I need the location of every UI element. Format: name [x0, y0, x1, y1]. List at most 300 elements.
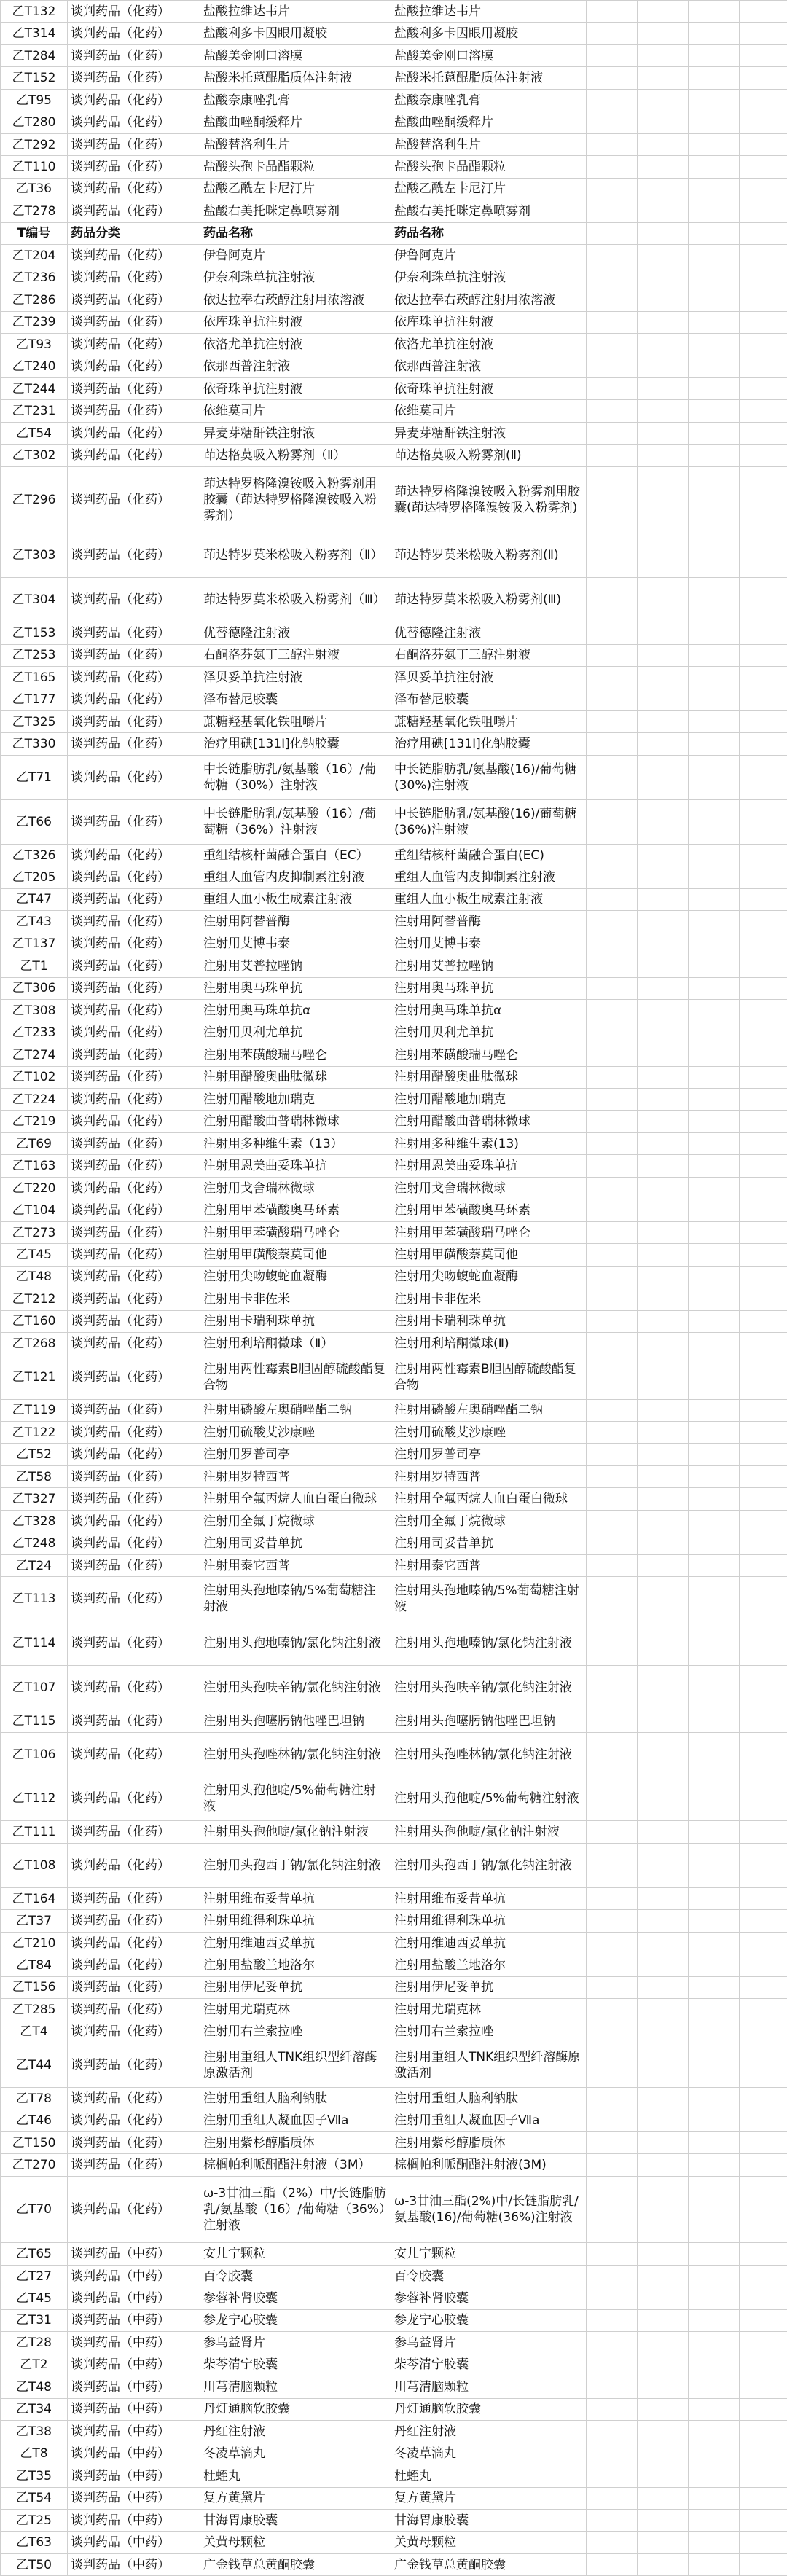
drug-category-cell: 谈判药品（化药） [68, 667, 200, 689]
empty-cell [689, 1954, 740, 1976]
empty-cell [689, 1355, 740, 1399]
drug-name-cell: 盐酸乙酰左卡尼汀片 [200, 178, 391, 200]
empty-cell [740, 23, 787, 44]
empty-cell [587, 844, 638, 866]
table-row [1, 311, 787, 333]
drug-name-cell: 丹灯通脑软胶囊 [200, 2398, 391, 2420]
drug-code-cell: 乙T25 [1, 2509, 68, 2531]
drug-code-cell: 乙T31 [1, 2309, 68, 2331]
empty-cell [740, 400, 787, 422]
drug-code-cell: 乙T273 [1, 1221, 68, 1243]
empty-cell [740, 1910, 787, 1932]
drug-name-cell: 注射用头孢他啶/5%葡萄糖注射液 [200, 1777, 391, 1821]
table-row [1, 2088, 787, 2110]
empty-cell [689, 1022, 740, 1044]
table-row [1, 667, 787, 689]
drug-code-cell: 乙T156 [1, 1976, 68, 1998]
empty-cell [638, 1577, 689, 1621]
drug-category-cell: 谈判药品（中药） [68, 2354, 200, 2376]
empty-cell [689, 311, 740, 333]
drug-code-cell: 乙T58 [1, 1465, 68, 1487]
empty-cell [689, 1444, 740, 1465]
drug-name-repeat-cell: 盐酸右美托咪定鼻喷雾剂 [391, 200, 587, 222]
empty-cell [587, 1621, 638, 1666]
empty-cell [587, 888, 638, 910]
drug-name-cell: 参龙宁心胶囊 [200, 2309, 391, 2331]
drug-name-repeat-cell: 中长链脂肪乳/氨基酸(16)/葡萄糖(30%)注射液 [391, 755, 587, 799]
empty-cell [587, 2176, 638, 2242]
empty-cell [638, 911, 689, 933]
empty-cell [740, 2287, 787, 2309]
drug-category-cell: 谈判药品（中药） [68, 2398, 200, 2420]
empty-cell [740, 1266, 787, 1288]
drug-category-cell: 谈判药品（化药） [68, 1777, 200, 1821]
empty-cell [638, 622, 689, 644]
empty-cell [587, 2398, 638, 2420]
table-row [1, 2309, 787, 2331]
empty-cell [587, 1044, 638, 1066]
drug-category-cell: 谈判药品（中药） [68, 2376, 200, 2398]
empty-cell [740, 2553, 787, 2575]
empty-cell [740, 334, 787, 356]
table-row [1, 2287, 787, 2309]
empty-cell [638, 1221, 689, 1243]
empty-cell [587, 2265, 638, 2287]
drug-code-cell: 乙T219 [1, 1111, 68, 1132]
drug-category-cell: 谈判药品（化药） [68, 89, 200, 111]
empty-cell [689, 156, 740, 178]
empty-cell [587, 67, 638, 89]
table-row [1, 1199, 787, 1221]
empty-cell [689, 888, 740, 910]
empty-cell [587, 1577, 638, 1621]
empty-cell [638, 2332, 689, 2354]
table-row [1, 1177, 787, 1199]
table-row [1, 1510, 787, 1532]
drug-category-cell: 谈判药品（化药） [68, 866, 200, 888]
empty-cell [740, 89, 787, 111]
empty-cell [587, 23, 638, 44]
drug-category-cell: 谈判药品（化药） [68, 1111, 200, 1132]
drug-category-cell: 谈判药品（化药） [68, 2021, 200, 2043]
drug-name-repeat-cell: 中长链脂肪乳/氨基酸(16)/葡萄糖(36%)注射液 [391, 799, 587, 844]
empty-cell [587, 1244, 638, 1266]
empty-cell [689, 1155, 740, 1177]
table-row [1, 1422, 787, 1444]
drug-name-cell: 冬凌草滴丸 [200, 2443, 391, 2465]
empty-cell [689, 911, 740, 933]
drug-name-cell: 茚达特罗莫米松吸入粉雾剂（Ⅱ） [200, 533, 391, 578]
empty-cell [638, 111, 689, 133]
drug-code-cell: 乙T328 [1, 1510, 68, 1532]
empty-cell [587, 733, 638, 755]
drug-name-repeat-cell: 异麦芽糖酐铁注射液 [391, 422, 587, 444]
drug-name-repeat-cell: 盐酸头孢卡品酯颗粒 [391, 156, 587, 178]
table-row [1, 400, 787, 422]
empty-cell [587, 1821, 638, 1843]
empty-cell [740, 2176, 787, 2242]
empty-cell [740, 2421, 787, 2443]
drug-name-repeat-cell: 冬凌草滴丸 [391, 2443, 587, 2465]
empty-cell [587, 955, 638, 977]
empty-cell [740, 2532, 787, 2553]
empty-cell [638, 1777, 689, 1821]
drug-code-cell: 乙T46 [1, 2110, 68, 2131]
empty-cell [587, 2043, 638, 2088]
drug-category-cell: 谈判药品（化药） [68, 1710, 200, 1732]
empty-cell [740, 2021, 787, 2043]
drug-category-cell: 谈判药品（化药） [68, 2176, 200, 2242]
drug-category-cell: 谈判药品（化药） [68, 644, 200, 666]
drug-code-cell: 乙T285 [1, 1999, 68, 2021]
empty-cell [638, 533, 689, 578]
drug-name-repeat-cell: 注射用艾普拉唑钠 [391, 955, 587, 977]
drug-name-cell: 注射用卡非佐米 [200, 1288, 391, 1310]
drug-name-repeat-cell: 注射用苯磺酸瑞马唑仑 [391, 1044, 587, 1066]
empty-cell [740, 2309, 787, 2331]
empty-cell [638, 2265, 689, 2287]
drug-name-cell: 注射用盐酸兰地洛尔 [200, 1954, 391, 1976]
drug-category-cell: 谈判药品（化药） [68, 689, 200, 710]
empty-cell [689, 1177, 740, 1199]
drug-code-cell: 乙T37 [1, 1910, 68, 1932]
empty-cell [689, 689, 740, 710]
drug-name-repeat-cell: 注射用头孢他啶/5%葡萄糖注射液 [391, 1777, 587, 1821]
drug-category-cell: 谈判药品（化药） [68, 2088, 200, 2110]
table-row [1, 2421, 787, 2443]
drug-name-repeat-cell: 注射用头孢唑林钠/氯化钠注射液 [391, 1732, 587, 1777]
drug-category-cell: 谈判药品（化药） [68, 178, 200, 200]
empty-cell [587, 2465, 638, 2487]
drug-name-repeat-cell: 百令胶囊 [391, 2265, 587, 2287]
empty-cell [689, 1044, 740, 1066]
empty-cell [689, 2043, 740, 2088]
drug-name-repeat-cell: 盐酸米托蒽醌脂质体注射液 [391, 67, 587, 89]
drug-code-cell: 乙T48 [1, 1266, 68, 1288]
empty-cell [587, 334, 638, 356]
empty-cell [587, 1910, 638, 1932]
empty-cell [689, 2154, 740, 2176]
drug-code-cell: 乙T106 [1, 1732, 68, 1777]
empty-cell [740, 578, 787, 622]
empty-cell [587, 2243, 638, 2265]
drug-name-cell: 注射用全氟丙烷人血白蛋白微球 [200, 1488, 391, 1510]
empty-cell [740, 1399, 787, 1421]
drug-category-cell: 谈判药品（化药） [68, 156, 200, 178]
drug-name-repeat-cell: 注射用头孢呋辛钠/氯化钠注射液 [391, 1666, 587, 1710]
drug-name-cell: 重组结核杆菌融合蛋白（EC） [200, 844, 391, 866]
drug-name-cell: 依维莫司片 [200, 400, 391, 422]
empty-cell [587, 1887, 638, 1909]
empty-cell [638, 1266, 689, 1288]
empty-cell [689, 533, 740, 578]
drug-category-cell: 谈判药品（化药） [68, 311, 200, 333]
drug-code-cell: 乙T70 [1, 2176, 68, 2242]
drug-category-cell: 谈判药品（化药） [68, 1887, 200, 1909]
drug-name-cell: 盐酸曲唑酮缓释片 [200, 111, 391, 133]
table-row [1, 2509, 787, 2531]
drug-name-repeat-cell: 盐酸乙酰左卡尼汀片 [391, 178, 587, 200]
drug-name-repeat-cell: 注射用全氟丁烷微球 [391, 1510, 587, 1532]
table-row [1, 1710, 787, 1732]
table-row [1, 356, 787, 377]
empty-cell [587, 2532, 638, 2553]
empty-cell [689, 89, 740, 111]
empty-cell [638, 667, 689, 689]
drug-name-cell: 注射用维布妥昔单抗 [200, 1887, 391, 1909]
table-row [1, 422, 787, 444]
empty-cell [587, 89, 638, 111]
empty-cell [587, 178, 638, 200]
empty-cell [740, 2398, 787, 2420]
empty-cell [638, 1954, 689, 1976]
empty-cell [638, 866, 689, 888]
drug-code-cell: 乙T65 [1, 2243, 68, 2265]
drug-name-cell: 百令胶囊 [200, 2265, 391, 2287]
drug-name-cell: 柴芩清宁胶囊 [200, 2354, 391, 2376]
drug-name-repeat-cell: 盐酸替洛利生片 [391, 133, 587, 155]
empty-cell [740, 689, 787, 710]
table-row [1, 1887, 787, 1909]
table-row [1, 466, 787, 533]
drug-name-cell: 注射用尖吻蝮蛇血凝酶 [200, 1266, 391, 1288]
drug-category-cell: 谈判药品（化药） [68, 267, 200, 289]
empty-cell [689, 2443, 740, 2465]
empty-cell [740, 1954, 787, 1976]
drug-name-repeat-cell: 茚达特罗格隆溴铵吸入粉雾剂用胶囊(茚达特罗格隆溴铵吸入粉雾剂) [391, 466, 587, 533]
drug-name-repeat-cell: 治疗用碘[131I]化钠胶囊 [391, 733, 587, 755]
drug-code-cell: 乙T280 [1, 111, 68, 133]
drug-code-cell: 乙T48 [1, 2376, 68, 2398]
drug-name-cell: 右酮洛芬氨丁三醇注射液 [200, 644, 391, 666]
empty-cell [689, 1554, 740, 1576]
header-row [1, 222, 787, 244]
empty-cell [638, 2021, 689, 2043]
empty-cell [638, 2487, 689, 2509]
drug-name-repeat-cell: 参龙宁心胶囊 [391, 2309, 587, 2331]
drug-code-cell: 乙T270 [1, 2154, 68, 2176]
empty-cell [587, 1, 638, 23]
empty-cell [638, 1111, 689, 1132]
empty-cell [740, 422, 787, 444]
empty-cell [587, 44, 638, 66]
drug-category-cell: 谈判药品（中药） [68, 2421, 200, 2443]
table-row [1, 111, 787, 133]
drug-code-cell: 乙T4 [1, 2021, 68, 2043]
drug-name-repeat-cell: 注射用泰它西普 [391, 1554, 587, 1576]
drug-name-cell: 伊奈利珠单抗注射液 [200, 267, 391, 289]
drug-name-cell: 注射用奥马珠单抗 [200, 977, 391, 999]
empty-cell [638, 2443, 689, 2465]
drug-category-cell: 谈判药品（化药） [68, 1000, 200, 1022]
table-row [1, 2332, 787, 2354]
empty-cell [638, 2309, 689, 2331]
drug-name-cell: 注射用头孢呋辛钠/氯化钠注射液 [200, 1666, 391, 1710]
empty-cell [689, 400, 740, 422]
empty-cell [740, 733, 787, 755]
empty-cell [587, 289, 638, 311]
empty-cell [587, 2021, 638, 2043]
table-row [1, 1066, 787, 1088]
drug-name-cell: 盐酸替洛利生片 [200, 133, 391, 155]
drug-code-cell: 乙T278 [1, 200, 68, 222]
table-row [1, 1132, 787, 1154]
empty-cell [689, 644, 740, 666]
empty-cell [587, 245, 638, 267]
empty-cell [740, 2509, 787, 2531]
drug-name-cell: 注射用甲苯磺酸奥马环素 [200, 1199, 391, 1221]
empty-cell [689, 356, 740, 377]
drug-name-cell: 注射用罗特西普 [200, 1465, 391, 1487]
drug-code-cell: 乙T52 [1, 1444, 68, 1465]
drug-name-cell: 注射用司妥昔单抗 [200, 1532, 391, 1554]
drug-name-cell: 依那西普注射液 [200, 356, 391, 377]
drug-name-repeat-cell: 注射用尤瑞克林 [391, 1999, 587, 2021]
empty-cell [689, 67, 740, 89]
drug-name-repeat-cell: 茚达特罗莫米松吸入粉雾剂(Ⅲ) [391, 578, 587, 622]
empty-cell [689, 178, 740, 200]
empty-cell [587, 911, 638, 933]
drug-name-repeat-cell: 盐酸拉维达韦片 [391, 1, 587, 23]
table-row [1, 644, 787, 666]
drug-category-cell: 谈判药品（化药） [68, 1333, 200, 1355]
table-row [1, 622, 787, 644]
drug-category-cell: 谈判药品（化药） [68, 245, 200, 267]
drug-name-repeat-cell: 注射用右兰索拉唑 [391, 2021, 587, 2043]
drug-category-cell: 谈判药品（中药） [68, 2553, 200, 2575]
drug-code-cell: 乙T50 [1, 2553, 68, 2575]
empty-cell [638, 1399, 689, 1421]
drug-name-cell: 注射用头孢他啶/氯化钠注射液 [200, 1821, 391, 1843]
empty-cell [740, 222, 787, 244]
drug-name-repeat-cell: 盐酸奈康唑乳膏 [391, 89, 587, 111]
empty-cell [740, 1999, 787, 2021]
drug-code-cell: 乙T66 [1, 799, 68, 844]
drug-code-cell: 乙T205 [1, 866, 68, 888]
drug-name-repeat-cell: 注射用戈舍瑞林微球 [391, 1177, 587, 1199]
empty-cell [638, 311, 689, 333]
drug-code-cell: 乙T28 [1, 2332, 68, 2354]
empty-cell [689, 445, 740, 466]
drug-name-repeat-cell: 参蓉补肾胶囊 [391, 2287, 587, 2309]
empty-cell [740, 67, 787, 89]
empty-cell [638, 1510, 689, 1532]
drug-name-cell: 注射用重组人脑利钠肽 [200, 2088, 391, 2110]
table-row [1, 2265, 787, 2287]
empty-cell [689, 2243, 740, 2265]
table-row [1, 578, 787, 622]
drug-name-repeat-cell: 注射用甲磺酸萘莫司他 [391, 1244, 587, 1266]
table-row [1, 2443, 787, 2465]
empty-cell [740, 866, 787, 888]
drug-category-cell: 谈判药品（化药） [68, 2110, 200, 2131]
empty-cell [740, 1088, 787, 1110]
empty-cell [740, 445, 787, 466]
drug-name-repeat-cell: 注射用甲苯磺酸瑞马唑仑 [391, 1221, 587, 1243]
drug-code-cell: 乙T212 [1, 1288, 68, 1310]
empty-cell [689, 245, 740, 267]
table-row [1, 1221, 787, 1243]
drug-category-cell: 谈判药品（化药） [68, 578, 200, 622]
drug-code-cell: 乙T115 [1, 1710, 68, 1732]
empty-cell [638, 400, 689, 422]
empty-cell [638, 422, 689, 444]
drug-name-cell: 茚达格莫吸入粉雾剂（Ⅱ） [200, 445, 391, 466]
table-row [1, 755, 787, 799]
empty-cell [689, 2354, 740, 2376]
empty-cell [740, 2487, 787, 2509]
drug-name-repeat-cell: 注射用两性霉素B胆固醇硫酸酯复合物 [391, 1355, 587, 1399]
empty-cell [689, 1199, 740, 1221]
table-row [1, 245, 787, 267]
empty-cell [638, 2088, 689, 2110]
drug-name-repeat-cell: 盐酸美金刚口溶膜 [391, 44, 587, 66]
drug-code-cell: 乙T231 [1, 400, 68, 422]
drug-code-cell: 乙T111 [1, 1821, 68, 1843]
drug-name-repeat-cell: ω-3甘油三酯(2%)中/长链脂肪乳/氨基酸(16)/葡萄糖(36%)注射液 [391, 2176, 587, 2242]
drug-code-cell: 乙T286 [1, 289, 68, 311]
empty-cell [587, 267, 638, 289]
drug-category-cell: 谈判药品（中药） [68, 2487, 200, 2509]
drug-name-cell: 依洛尤单抗注射液 [200, 334, 391, 356]
drug-code-cell: 乙T114 [1, 1621, 68, 1666]
table-row [1, 1577, 787, 1621]
drug-code-cell: 乙T45 [1, 2287, 68, 2309]
empty-cell [587, 2110, 638, 2131]
drug-code-cell: 乙T244 [1, 377, 68, 399]
drug-name-cell: 盐酸美金刚口溶膜 [200, 44, 391, 66]
empty-cell [587, 2376, 638, 2398]
drug-name-repeat-cell: 注射用紫杉醇脂质体 [391, 2132, 587, 2154]
table-row [1, 1488, 787, 1510]
empty-cell [740, 2376, 787, 2398]
drug-name-cell: 注射用甲磺酸萘莫司他 [200, 1244, 391, 1266]
drug-name-cell: 茚达特罗格隆溴铵吸入粉雾剂用胶囊（茚达特罗格隆溴铵吸入粉雾剂） [200, 466, 391, 533]
empty-cell [689, 866, 740, 888]
drug-category-cell: 谈判药品（化药） [68, 1422, 200, 1444]
drug-name-cell: 注射用重组人凝血因子Ⅶa [200, 2110, 391, 2131]
drug-code-cell: 乙T38 [1, 2421, 68, 2443]
empty-cell [587, 2487, 638, 2509]
empty-cell [689, 578, 740, 622]
empty-cell [689, 2421, 740, 2443]
empty-cell [689, 2021, 740, 2043]
empty-cell [587, 1111, 638, 1132]
empty-cell [740, 1532, 787, 1554]
drug-name-cell: 注射用全氟丁烷微球 [200, 1510, 391, 1532]
empty-cell [638, 1488, 689, 1510]
empty-cell [638, 1999, 689, 2021]
table-row [1, 2354, 787, 2376]
drug-name-cell: 注射用维得利珠单抗 [200, 1910, 391, 1932]
empty-cell [587, 1399, 638, 1421]
empty-cell [638, 2354, 689, 2376]
drug-code-cell: T编号 [1, 222, 68, 244]
drug-category-cell: 谈判药品（化药） [68, 1199, 200, 1221]
empty-cell [587, 689, 638, 710]
table-row [1, 1910, 787, 1932]
drug-code-cell: 乙T113 [1, 1577, 68, 1621]
empty-cell [638, 1532, 689, 1554]
drug-category-cell: 谈判药品（化药） [68, 799, 200, 844]
drug-code-cell: 乙T253 [1, 644, 68, 666]
empty-cell [689, 1288, 740, 1310]
drug-name-repeat-cell: 药品名称 [391, 222, 587, 244]
table-row [1, 911, 787, 933]
empty-cell [587, 933, 638, 955]
drug-name-repeat-cell: 注射用伊尼妥单抗 [391, 1976, 587, 1998]
empty-cell [638, 200, 689, 222]
